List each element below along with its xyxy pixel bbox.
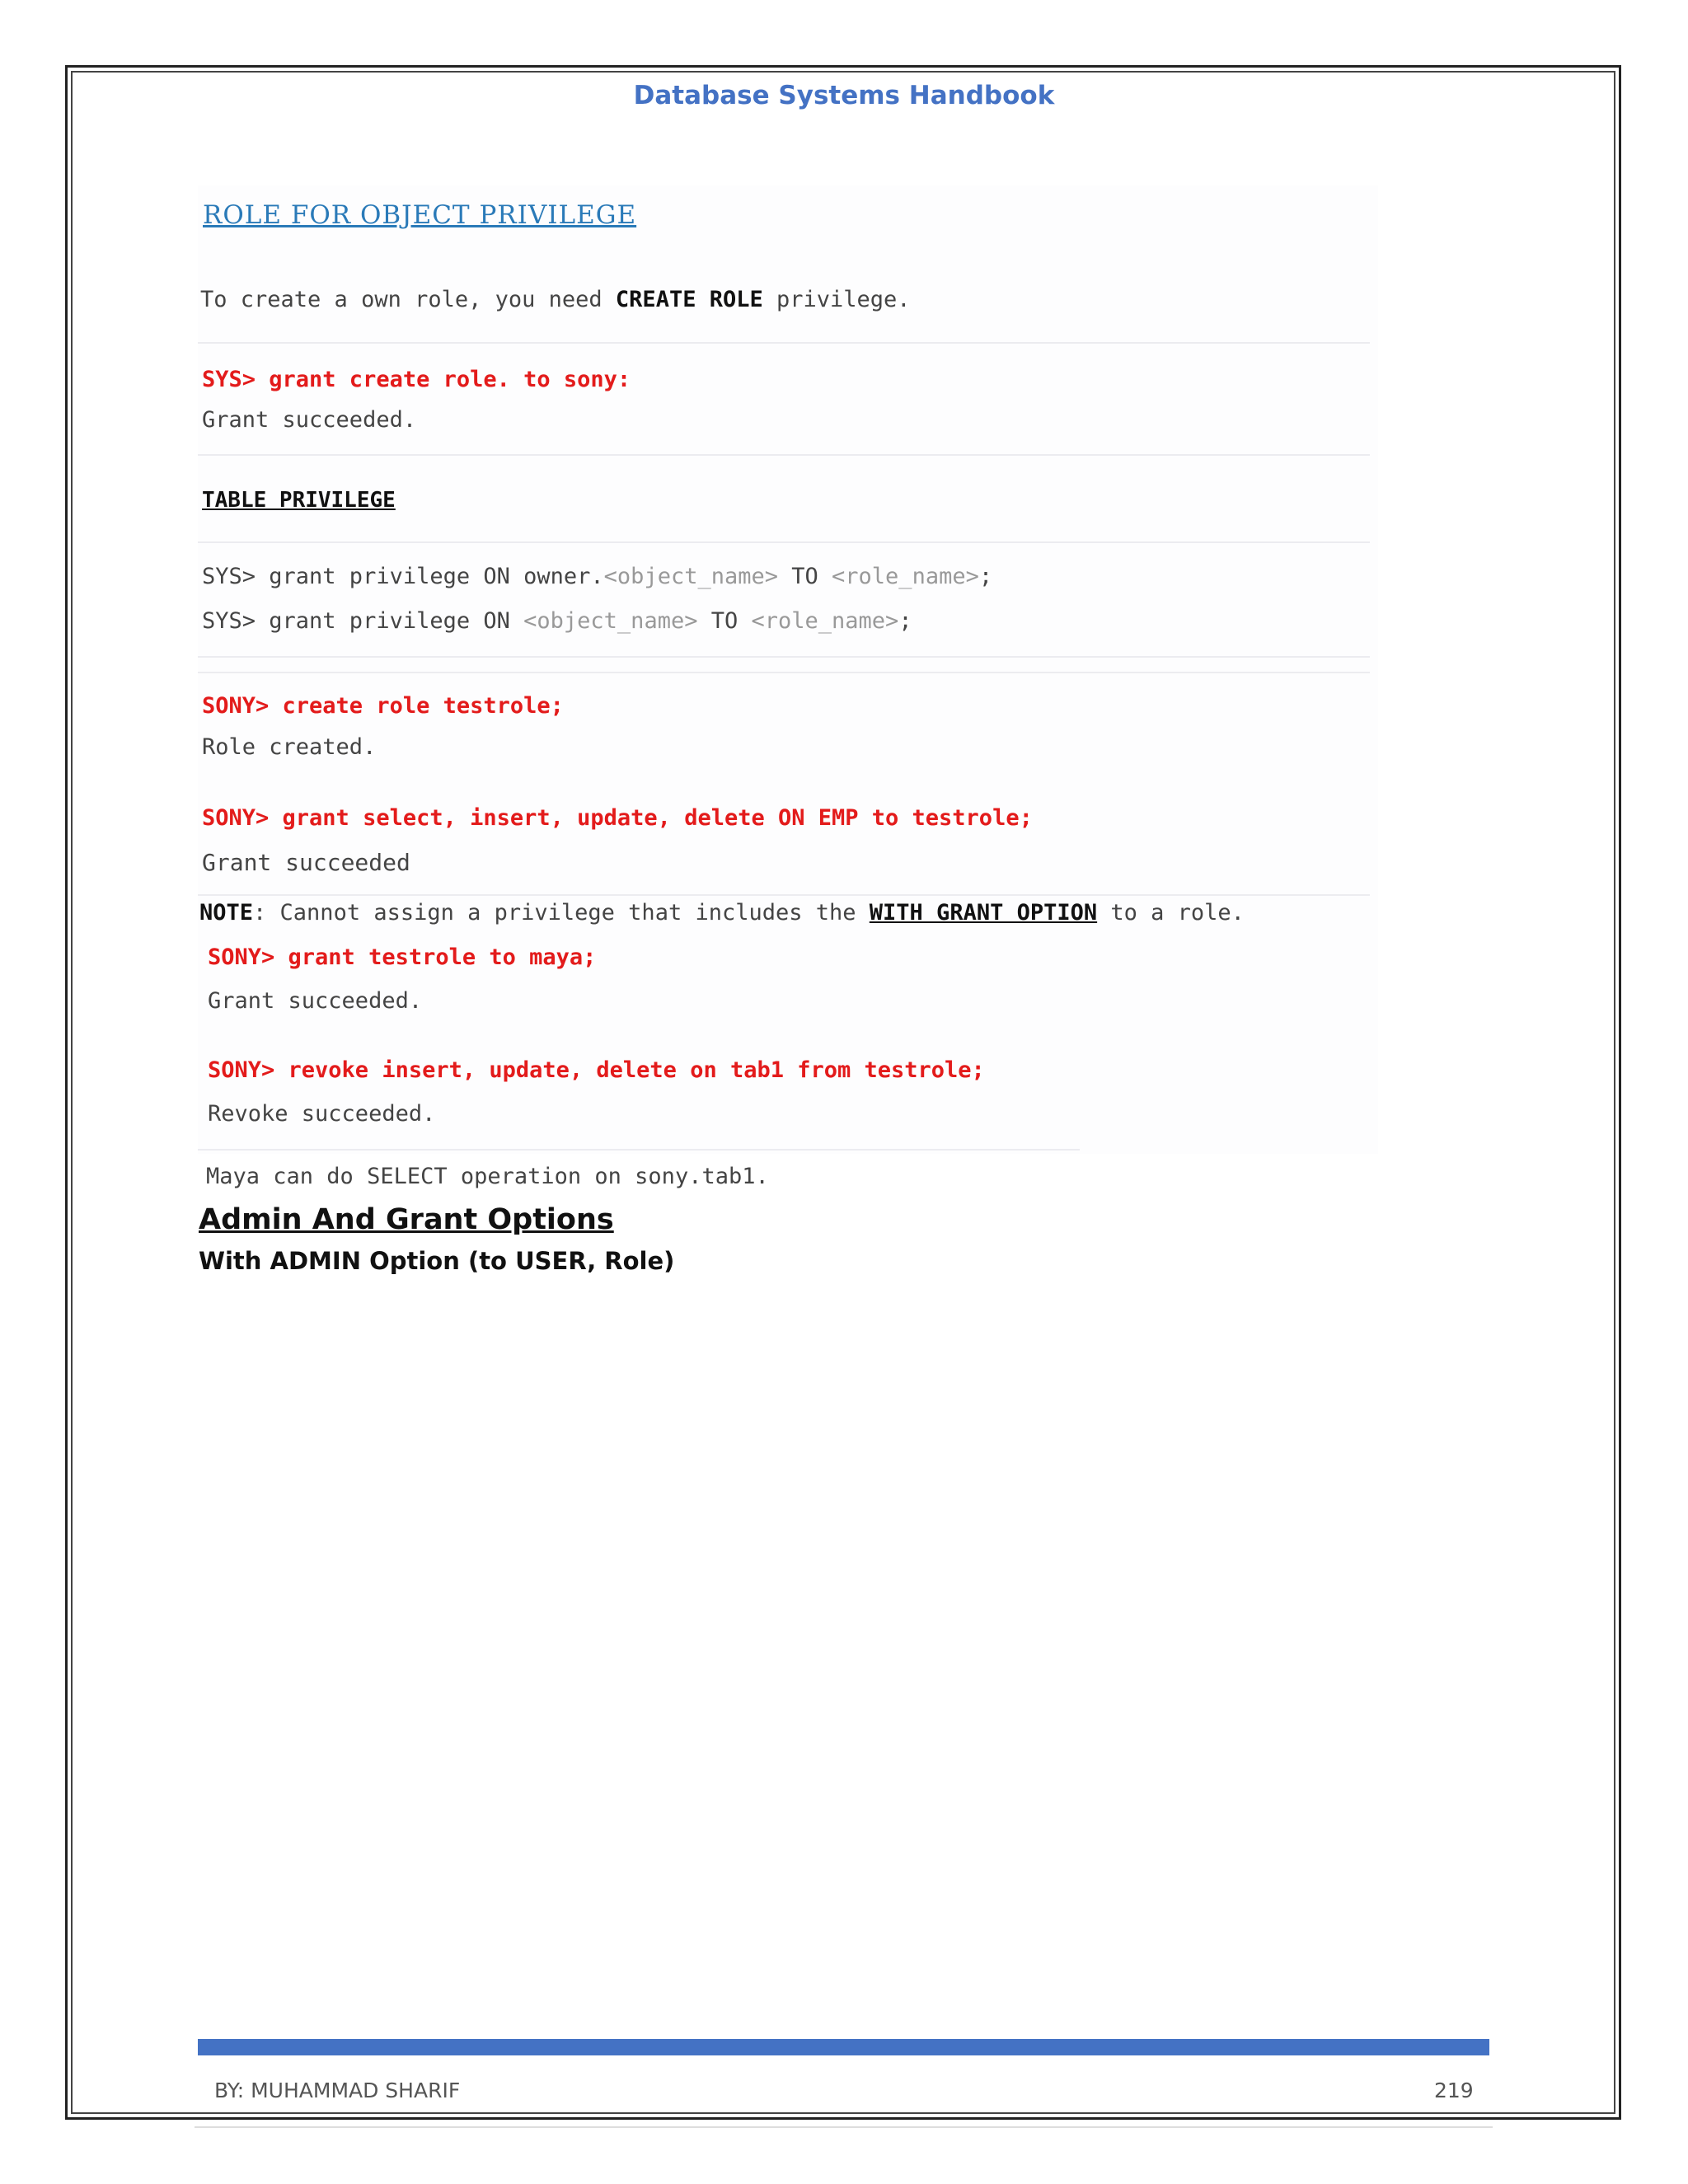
divider xyxy=(198,454,1370,456)
grant-create-result: Grant succeeded. xyxy=(202,407,417,433)
revoke-result: Revoke succeeded. xyxy=(208,1101,436,1127)
admin-section-title: Admin And Grant Options xyxy=(199,1203,614,1236)
divider xyxy=(198,672,1370,673)
table-privilege-title: TABLE PRIVILEGE xyxy=(202,488,396,513)
bottom-rule xyxy=(195,2126,1493,2128)
grant-maya-command: SONY> grant testrole to maya; xyxy=(208,944,597,970)
divider xyxy=(198,894,1370,896)
grant-select-command: SONY> grant select, insert, update, delete ON EMP to testrole; xyxy=(202,805,1033,831)
create-role-command: SONY> create role testrole; xyxy=(202,693,564,719)
create-role-result: Role created. xyxy=(202,734,377,760)
revoke-command: SONY> revoke insert, update, delete on tab1 from testrole; xyxy=(208,1057,985,1083)
syntax-line-2: SYS> grant privilege ON <object_name> TO <role_name>; xyxy=(202,608,912,634)
grant-maya-result: Grant succeeded. xyxy=(208,988,423,1014)
syntax-line-1: SYS> grant privilege ON owner.<object_name> TO <role_name>; xyxy=(202,564,993,589)
page-number: 219 xyxy=(1434,2079,1474,2102)
section-title: ROLE FOR OBJECT PRIVILEGE xyxy=(203,200,637,230)
footer-author: BY: MUHAMMAD SHARIF xyxy=(214,2079,461,2102)
running-header: Database Systems Handbook xyxy=(633,81,1055,110)
admin-section-subtitle: With ADMIN Option (to USER, Role) xyxy=(199,1247,675,1275)
grant-create-command: SYS> grant create role. to sony: xyxy=(202,367,631,392)
divider xyxy=(198,541,1370,543)
footer-bar xyxy=(198,2039,1489,2055)
grant-select-result: Grant succeeded xyxy=(202,849,410,876)
divider xyxy=(198,1149,1080,1151)
divider xyxy=(198,656,1370,658)
intro-line: To create a own role, you need CREATE ROLE privilege. xyxy=(200,287,911,312)
maya-note: Maya can do SELECT operation on sony.tab1. xyxy=(206,1164,769,1189)
note-line: NOTE: Cannot assign a privilege that includes the WITH GRANT OPTION to a role. xyxy=(199,900,1245,926)
divider xyxy=(198,342,1370,344)
